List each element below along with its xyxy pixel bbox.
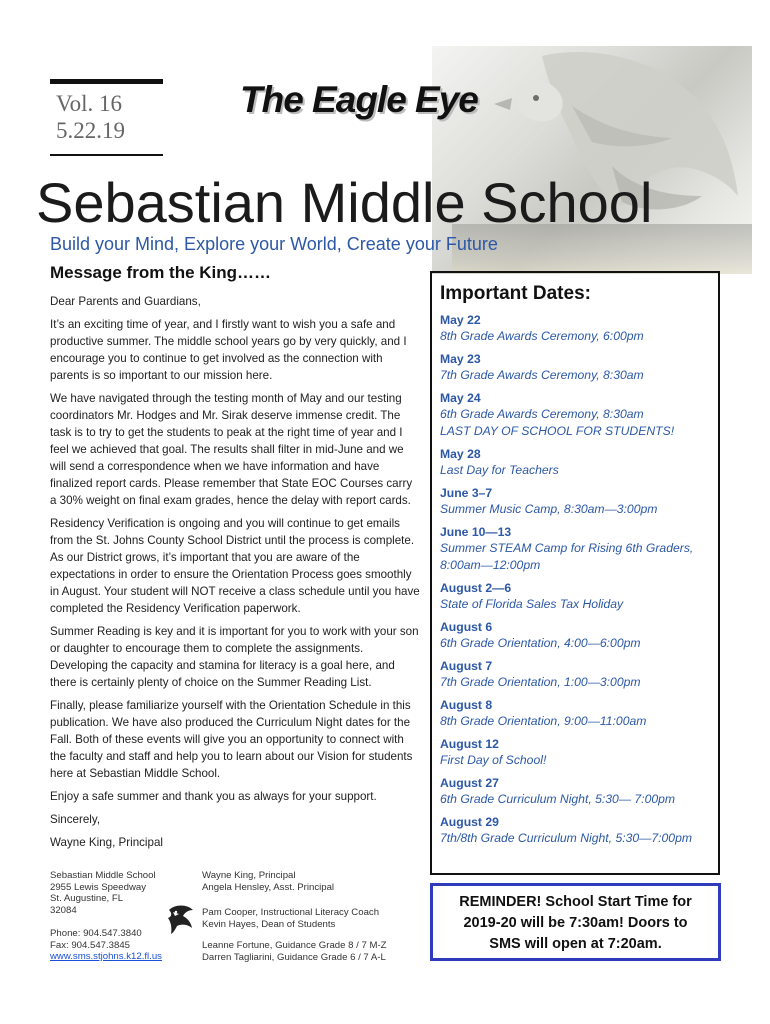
message-signoff: Sincerely, <box>50 813 101 826</box>
event-description: 8:00am—12:00pm <box>440 558 541 572</box>
message-paragraph: We have navigated through the testing month of May and our testing coordinators Mr. Hodges and Mr. Sirak deserve immense credit. The task is to try to get the students to peak at the right time of year and I feel we achieved that goal. The results shall filter in mid-June and we will send a correspondence when we have information and have finalized report cards. Please remember that State EOC Courses carry a 30% weight on final exam grades, hence the delay with report cards. <box>50 392 413 507</box>
reminder-line: 2019-20 will be 7:30am! Doors to <box>463 915 688 931</box>
event-description: Summer Music Camp, 8:30am—3:00pm <box>440 502 658 516</box>
message-paragraph: Dear Parents and Guardians, <box>50 295 201 308</box>
event-description: Last Day for Teachers <box>440 463 559 477</box>
volume-date-box <box>50 79 163 156</box>
event-description: 8th Grade Orientation, 9:00—11:00am <box>440 714 647 728</box>
important-dates-box <box>430 271 720 875</box>
date-event <box>440 351 710 384</box>
school-motto: Build your Mind, Explore your World, Create your Future <box>50 234 498 254</box>
message-paragraph: Enjoy a safe summer and thank you as always for your support. <box>50 790 377 803</box>
staff-entry: Kevin Hayes, Dean of Students <box>202 918 336 930</box>
fax-number: Fax: 904.547.3845 <box>50 939 131 951</box>
volume-number: Vol. 16 <box>56 91 123 116</box>
event-date: May 24 <box>440 391 481 405</box>
date-event <box>440 446 710 479</box>
message-paragraph: Residency Verification is ongoing and you will continue to get emails from the St. Johns County School District until the process is complete. As our District grows, it’s important that you are aware of the expectations in order to ensure the Orientation Process goes smoothly in August. Your student will NOT receive a class schedule until you have completed the Residency Verification paperwork. <box>50 517 420 615</box>
message-paragraph: Summer Reading is key and it is important for you to work with your son or daughter to encourage them to complete the assignments. Developing the capacity and stamina for literacy is a goal here, and there is certainly plenty of choice on the Summer Reading List. <box>50 625 419 689</box>
date-event <box>440 814 710 847</box>
event-description: Summer STEAM Camp for Rising 6th Graders, <box>440 541 694 555</box>
staff-list <box>202 870 432 973</box>
event-date: June 3–7 <box>440 486 493 500</box>
date-event <box>440 736 710 769</box>
event-date: May 23 <box>440 352 481 366</box>
staff-entry: Angela Hensley, Asst. Principal <box>202 881 335 893</box>
phone-number: Phone: 904.547.3840 <box>50 928 142 939</box>
event-date: August 2—6 <box>440 581 512 595</box>
issue-date: 5.22.19 <box>56 118 125 143</box>
message-signature: Wayne King, Principal <box>50 836 163 849</box>
address-line: St. Augustine, FL <box>50 893 124 904</box>
staff-entry: Pam Cooper, Instructional Literacy Coach <box>202 907 380 918</box>
event-description: 6th Grade Curriculum Night, 5:30— 7:00pm <box>440 792 676 806</box>
staff-entry: Leanne Fortune, Guidance Grade 8 / 7 M-Z <box>202 940 387 951</box>
message-paragraph: Finally, please familiarize yourself with the Orientation Schedule in this publication. We have also produced the Curriculum Night dates for the Fall. Both of these events will give you an opportunity to connect with the faculty and staff and help you to learn about our Vision for students here at Sebastian Middle School. <box>50 699 413 780</box>
staff-entry: Wayne King, Principal <box>202 870 296 881</box>
event-description: 6th Grade Awards Ceremony, 8:30am <box>440 407 644 421</box>
date-event <box>440 580 710 613</box>
event-date: May 22 <box>440 313 481 327</box>
date-event <box>440 775 710 808</box>
date-event <box>440 619 710 652</box>
event-description: 7th Grade Orientation, 1:00—3:00pm <box>440 675 641 689</box>
date-event <box>440 524 710 574</box>
message-paragraph: It’s an exciting time of year, and I firstly want to wish you a safe and productive summer. The middle school years go by very quickly, and I encourage you to continue to get involved as the connection with parents is so important to our mission here. <box>50 318 407 382</box>
event-date: August 29 <box>440 815 499 829</box>
contact-footer <box>50 870 430 970</box>
event-date: August 12 <box>440 737 499 751</box>
staff-entry: Darren Tagliarini, Guidance Grade 6 / 7 A-L <box>202 951 386 963</box>
school-website-link[interactable]: www.sms.stjohns.k12.fl.us <box>50 951 162 962</box>
address-line: Sebastian Middle School <box>50 870 156 881</box>
reminder-line: REMINDER! School Start Time for <box>459 894 692 910</box>
message-title: Message from the King…… <box>50 263 272 282</box>
event-date: May 28 <box>440 447 481 461</box>
event-date: August 7 <box>440 659 493 673</box>
address-line: 2955 Lewis Speedway <box>50 881 147 893</box>
newsletter-title: The Eagle Eye <box>240 79 478 120</box>
event-description: 8th Grade Awards Ceremony, 6:00pm <box>440 329 644 343</box>
reminder-line: SMS will open at 7:20am. <box>489 936 662 952</box>
event-description: 7th/8th Grade Curriculum Night, 5:30—7:00pm <box>440 831 692 845</box>
date-event <box>440 312 710 345</box>
event-date: August 6 <box>440 620 493 634</box>
event-description: State of Florida Sales Tax Holiday <box>440 597 624 611</box>
important-dates-title: Important Dates: <box>440 283 591 304</box>
event-description: LAST DAY OF SCHOOL FOR STUDENTS! <box>440 424 675 438</box>
event-description: 7th Grade Awards Ceremony, 8:30am <box>440 368 644 382</box>
event-date: June 10—13 <box>440 525 512 539</box>
event-date: August 27 <box>440 776 499 790</box>
date-event <box>440 697 710 730</box>
eagle-logo-icon <box>165 902 197 936</box>
date-event <box>440 390 710 440</box>
date-event <box>440 485 710 518</box>
principal-message <box>50 263 420 857</box>
school-name: Sebastian Middle School <box>36 171 653 234</box>
event-description: First Day of School! <box>440 753 547 767</box>
event-date: August 8 <box>440 698 493 712</box>
address-line: 32084 <box>50 904 77 916</box>
event-description: 6th Grade Orientation, 4:00—6:00pm <box>440 636 641 650</box>
start-time-reminder <box>430 883 721 961</box>
date-event <box>440 658 710 691</box>
